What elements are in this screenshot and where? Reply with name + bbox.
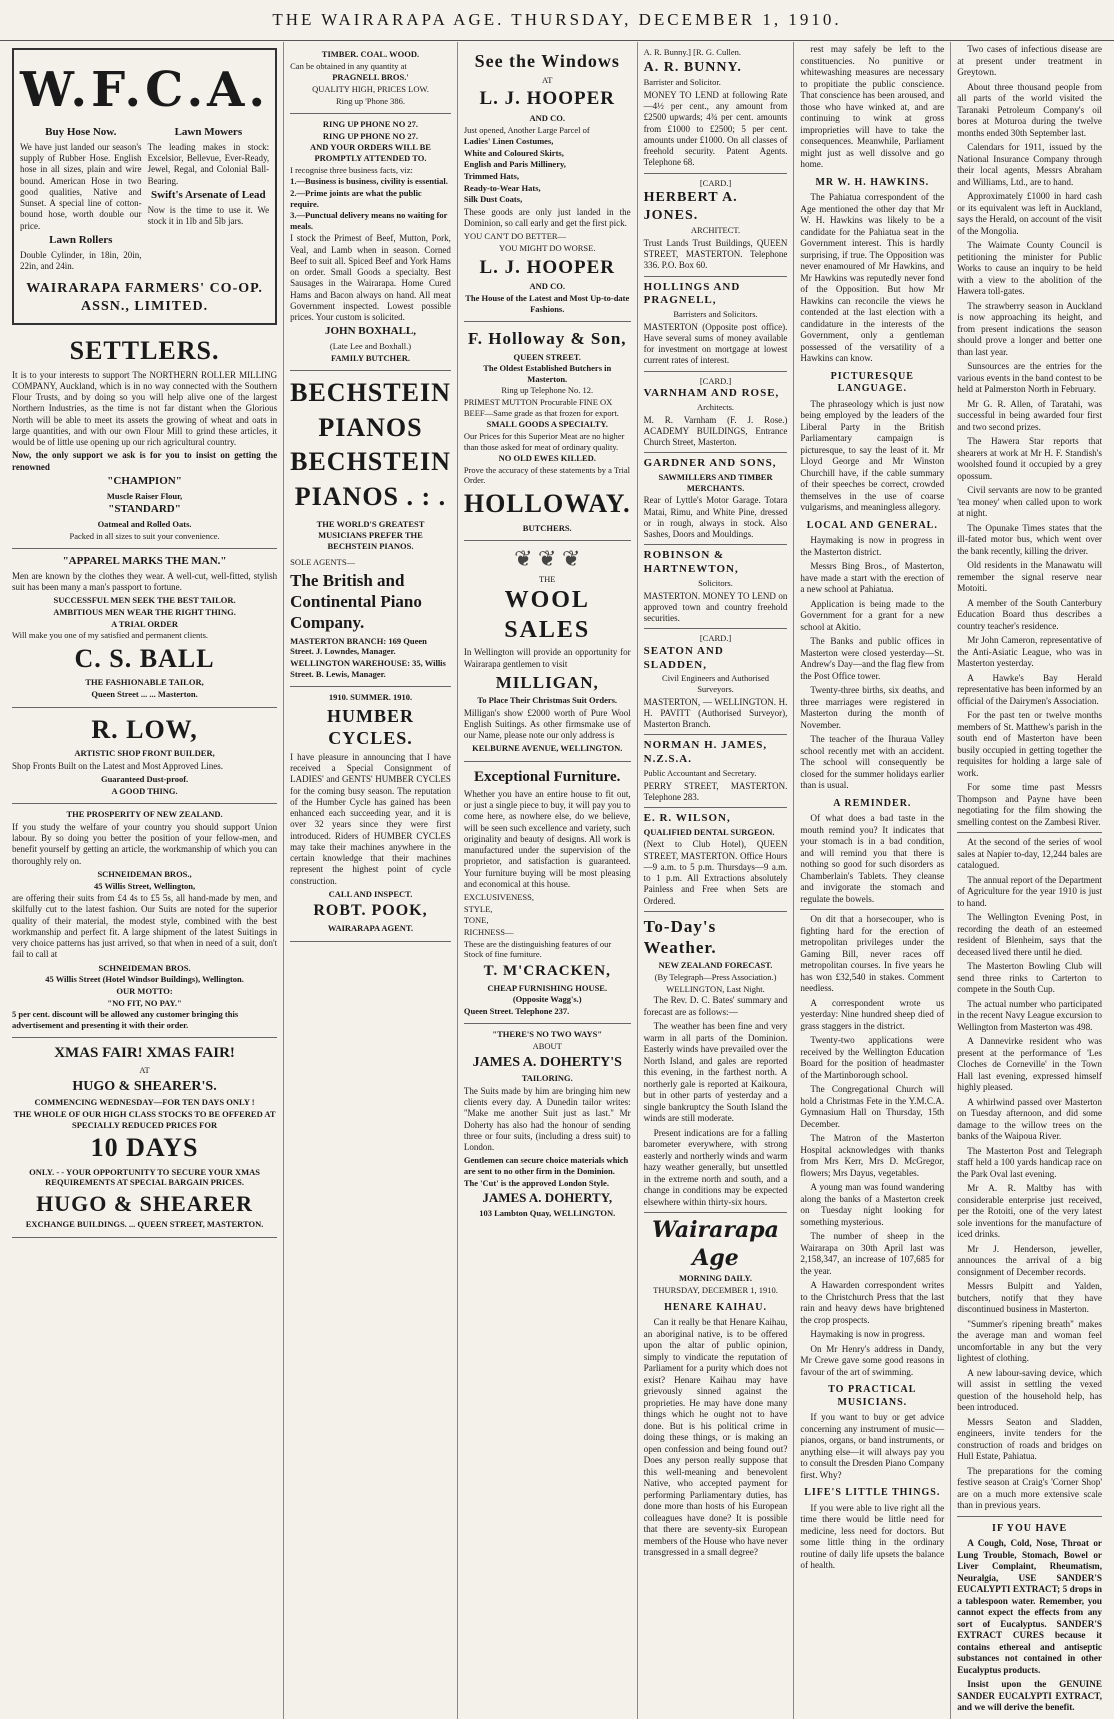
card-varnham-text: M. R. Varnham (F. J. Rose.) ACADEMY BUILDINGS, Entrance Church Street, Masterton. <box>643 414 788 448</box>
weather-sub: NEW ZEALAND FORECAST. <box>658 960 773 971</box>
bechstein-line2: PIANOS <box>318 412 423 442</box>
cold-footer: Insist upon the GENUINE SANDER EUCALYPTI EXTRACT, and we will derive the benefit. <box>957 1679 1102 1712</box>
ball-address: Queen Street ... ... Masterton. <box>91 689 198 699</box>
mowers-text: The leading makes in stock: Excelsior, Bellevue, Ever-Ready, Jewel, Regal, and Colonial Ball-Bearing. <box>147 141 270 186</box>
hose-title: Buy Hose Now. <box>45 126 117 138</box>
card-jones-title: [CARD.] <box>699 177 732 188</box>
card-robinson-role: Solicitors. <box>698 577 733 588</box>
boxhall-name: JOHN BOXHALL, <box>324 325 417 338</box>
divider <box>644 371 788 372</box>
holloway-primest: PRIMEST MUTTON Procurable FINE OX BEEF—Same grade as that frozen for export. <box>463 397 619 418</box>
apparel-text: Men are known by the clothes they wear. A well-cut, well-fitted, stylish suit has been many a man's passport to fortune. <box>12 570 278 593</box>
column-1 <box>6 42 284 1719</box>
card-bunny-role: Barrister and Solicitor. <box>643 77 721 88</box>
news-item: The preparations for the coming festive season at Craig's 'Corner Shop' are on a much more extensive scale than in previous years. <box>957 1465 1102 1510</box>
mccracken-addr: Queen Street. Telephone 237. <box>463 1005 570 1016</box>
mccracken-role: CHEAP FURNISHING HOUSE. <box>487 982 608 993</box>
schneideman-addr-2: 45 Willis Street (Hotel Windsor Buildings), Wellington. <box>45 974 244 985</box>
settlers-text: It is to your interests to support The NORTHERN ROLLER MILLING COMPANY, Auckland, which is in no way connected with the Southern Flour Trusts, and by doing so you will help alive one of the largest Northern Industries, as the time is not far distant when the Glorious North will be able to meet its assets the growing of wheat and oats in large quantities, and with our own Flour Mill to grind these articles, it would be of little use opening up our rich agricultural country. <box>12 369 278 447</box>
news-item: Twenty-two applications were received by the Wellington Education Board for the position of headmaster of the Martinborough school. <box>800 1035 945 1080</box>
holloway-prices: Our Prices for this Superior Meat are no higher than those asked for meat of ordinary quality. <box>463 430 625 452</box>
wfca-logo: W.F.C.A. <box>20 62 270 118</box>
card-hollings-role: Barristers and Solicitors. <box>673 309 758 319</box>
card-hollings <box>644 281 788 367</box>
rollers-text: Double Cylinder, in 18in, 20in, 22in, and 24in. <box>20 249 142 271</box>
wfca-footer: WAIRARAPA FARMERS' CO-OP. ASSN., LIMITED. <box>26 281 263 314</box>
pook-name: ROBT. POOK, <box>313 902 428 920</box>
card-robinson-name: ROBINSON & HARTNEWTON, <box>643 549 739 576</box>
bechstein-line1: BECHSTEIN <box>290 378 451 408</box>
pragnell-name: PRAGNELL BROS.' <box>332 72 409 83</box>
low-line2: A GOOD THING. <box>111 785 178 796</box>
bechstein-warehouse: WELLINGTON WAREHOUSE: 35, Willis Street. B. Lewis, Manager. <box>290 657 446 679</box>
wool-the: THE <box>538 573 556 584</box>
news-item: The Wellington Evening Post, in recording the death of an esteemed resident of Blenheim, says that the deceased lived there until he died. <box>957 912 1102 957</box>
hooper-co: AND CO. <box>529 112 565 123</box>
column-3 <box>458 42 638 1719</box>
hooper-intro: Just opened, Another Large Parcel of <box>463 124 590 135</box>
xmas-ad <box>12 1038 277 1238</box>
hooper-item-1: White and Coloured Skirts, <box>463 147 564 158</box>
apparel-ad <box>12 549 277 708</box>
card-bunny-title: A. R. Bunny.] [R. G. Cullen. <box>643 47 742 57</box>
weather-via: (By Telegraph—Press Association.) <box>654 972 777 982</box>
newspaper-columns <box>6 42 1108 1712</box>
musicians-title: TO PRACTICAL MUSICIANS. <box>828 1384 917 1408</box>
ring-2: RING UP PHONE NO 27. <box>322 130 419 141</box>
card-seaton <box>644 633 788 730</box>
schneideman-name: SCHNEIDEMAN BROS., <box>97 868 192 879</box>
boxhall-sub: (Late Lee and Boxhall.) <box>329 341 412 352</box>
divider <box>644 628 788 629</box>
divider <box>644 452 788 453</box>
mowers-title: Lawn Mowers <box>174 126 243 138</box>
xmas-title: XMAS FAIR! XMAS FAIR! <box>54 1045 235 1062</box>
furniture-text: Whether you have an entire house to fit out, or just a single piece to buy, it will pay you to come here, as nowhere else, do we believe, will be seen such excellence and variety, such originality and beauty of designs. All work is manufactured under the supervision of the proprietor, and satisfaction is guaranteed. Your furniture buying will be most pleasing and economical at this house. <box>463 788 631 889</box>
fact-2: 2.—Prime joints are what the public require. <box>290 187 422 209</box>
age-title: Wairarapa Age <box>652 1217 779 1271</box>
cold-title: IF YOU HAVE <box>992 1522 1068 1534</box>
card-james-text: PERRY STREET, MASTERTON. Telephone 283. <box>643 780 788 802</box>
news-item: Calendars for 1911, issued by the National Insurance Company through their local agents, Messrs Abraham and Williams, Ltd., are to hand. <box>957 142 1102 187</box>
card-gardner-text: Rear of Lyttle's Motor Garage. Totara Matai, Rimu, and White Pine, dressed or in rough, always in stock. Also Sashes, Doors and Mouldings. <box>643 495 788 540</box>
brand-champion: "CHAMPION" <box>107 474 182 487</box>
language-title: PICTURESQUE LANGUAGE. <box>830 370 914 394</box>
wfca-ad <box>12 48 277 325</box>
reminder-text: Of what does a bad taste in the mouth remind you? It indicates that your stomach is in a bad condition, and will remind you that there is nothing so good for such disorders as Chamberlain's Tablets. They cleanse and invigorate the stomach and regulate the bowels. <box>800 813 945 904</box>
card-gardner <box>644 457 788 540</box>
wool-text: In Wellington will provide an opportunity for Wairarapa gentlemen to visit <box>463 647 631 669</box>
column-4 <box>638 42 795 1719</box>
milligan-addr: KELBURNE AVENUE, WELLINGTON. <box>472 743 623 754</box>
news-item: Mr G. R. Allen, of Taratahi, was successful in being awarded four first and two second prizes. <box>957 398 1102 432</box>
doherty-name: JAMES A. DOHERTY'S <box>472 1054 622 1070</box>
apparel-line1: SUCCESSFUL MEN SEEK THE BEST TAILOR. <box>53 595 236 606</box>
news-item: About three thousand people from all parts of the world visited the Taranaki Petroleum Company's oil bores at Moturoa during the twelve months ended 30th September last. <box>957 81 1102 138</box>
weather-text-2: The weather has been fine and very warm in all parts of the Dominion. Easterly winds have prevailed over the North Island, and gales are reported this evening, in the farthest north. A northerly gale is reported at Kaikoura, but in other parts of yesterday and a single bankruptcy the South Island the winds are still moderate. <box>643 1021 788 1124</box>
milligan-sub: To Place Their Christmas Suit Orders. <box>477 695 618 705</box>
cycles-title: HUMBER CYCLES. <box>326 705 414 749</box>
hooper-item-5: Silk Dust Coats, <box>463 194 523 205</box>
card-gardner-role: SAWMILLERS AND TIMBER MERCHANTS. <box>658 472 773 493</box>
card-jones-role: ARCHITECT. <box>690 225 741 236</box>
xmas-text2: ONLY. - - YOUR OPPORTUNITY TO SECURE YOUR XMAS REQUIREMENTS AT SPECIAL BARGAIN PRICES. <box>29 1166 260 1188</box>
hooper-name: L. J. HOOPER <box>479 88 615 110</box>
ring-1: RING UP PHONE NO 27. <box>322 119 419 130</box>
col7-lead: Two cases of infectious disease are at present under treatment in Greytown. <box>957 44 1102 77</box>
card-jones-name: HERBERT A. JONES. <box>643 190 738 223</box>
prosperity-ad <box>12 804 277 1038</box>
tailoring-title: "THERE'S NO TWO WAYS" <box>492 1029 603 1040</box>
kaihau-title: HENARE KAIHAU. <box>664 1301 767 1313</box>
divider <box>644 1212 788 1213</box>
news-item: Old residents in the Manawatu will remember the signal reserve near Motoiti. <box>957 560 1102 593</box>
news-item: The actual number who participated in the recent Navy League excursion to Wellington from Masterton was 498. <box>957 998 1102 1032</box>
local-item: The teacher of the Ihuraua Valley school recently met with an accident. The school will consequently be closed for the summer holidays earlier than is usual. <box>800 734 945 790</box>
holloway-banner: HOLLOWAY. <box>463 489 631 518</box>
divider <box>644 807 788 808</box>
hawkins-title: MR W. H. HAWKINS. <box>815 176 930 188</box>
card-wilson-text: (Next to Club Hotel), QUEEN STREET, MASTERTON. Office Hours—9 a.m. to 5 p.m. Thursdays—9 a.m. to 1 p.m. All Extractions absolutely Painless and Free when Sets are Ordered. <box>643 839 788 906</box>
furniture-caps-3: RICHNESS— <box>463 926 514 937</box>
bechstein-sole: SOLE AGENTS— <box>290 557 356 568</box>
furniture-tail: These are the distinguishing features of our Stock of fine furniture. <box>463 938 612 960</box>
bechstein-ad <box>290 371 451 687</box>
furniture-caps-0: EXCLUSIVENESS, <box>463 892 534 902</box>
wfca-hose <box>20 124 142 274</box>
news-item: Sunsources are the entries for the various events in the band contest to be held at Palmerston North in February. <box>957 361 1102 394</box>
motto: "NO FIT, NO PAY." <box>107 997 182 1008</box>
settlers-note: Now, the only support we ask is for you to insist on getting the renowned <box>12 450 278 472</box>
tailoring-cut: The 'Cut' is the approved London Style. <box>463 1177 609 1188</box>
xmas-days: 10 DAYS <box>90 1133 199 1163</box>
masthead: THE WAIRARAPA AGE. THURSDAY, DECEMBER 1, 1910. <box>0 0 1114 41</box>
bechstein-aside: THE WORLD'S GREATEST MUSICIANS PREFER THE BECHSTEIN PIANOS. <box>316 519 425 551</box>
wool-sales: SALES <box>504 617 591 644</box>
windows-ad <box>464 44 631 322</box>
settlers-title: SETTLERS. <box>69 336 220 365</box>
local-item: The Banks and public offices in Masterton were closed yesterday—St. Andrew's Day—and the flag flew from the Post Office tower. <box>800 636 945 681</box>
apparel-line4: Will make you one of my satisfied and permanent clients. <box>12 630 209 641</box>
local-item: Twenty-three births, six deaths, and three marriages were registered in Masterton during the month of November. <box>800 685 945 730</box>
butcher-stock: I stock the Primest of Beef, Mutton, Pork, Veal, and Lamb when in season. Corned Beef to suit all. Spiced Beef and York Hams on order. Small Goods a specialty. Best Sausages in the Wairarapa. Home Cured Hams and Bacon always on hand. All meat Government inspected. Lowest possible prices. Your custom is solicited. <box>290 233 451 323</box>
bechstein-line3: BECHSTEIN <box>290 447 451 477</box>
arsenate-text: Now is the time to use it. We stock it in 1lb and 5lb jars. <box>147 204 270 226</box>
ball-role: THE FASHIONABLE TAILOR, <box>85 677 204 688</box>
hooper-line1: YOU CAN'T DO BETTER— <box>463 231 567 242</box>
wfca-grid <box>20 124 269 274</box>
divider <box>644 544 788 545</box>
divider <box>957 1516 1102 1517</box>
boxhall-role: FAMILY BUTCHER. <box>330 352 410 363</box>
age-nameplate <box>644 1217 788 1295</box>
news-item: A new labour-saving device, which will assist in settling the vexed question of the household help, has been introduced. <box>957 1367 1102 1412</box>
fact-3: 3.—Punctual delivery means no waiting for meals. <box>290 210 448 231</box>
ring-3: AND YOUR ORDERS WILL BE PROMPTLY ATTENDED TO. <box>310 142 431 163</box>
news-item: On Mr Henry's address in Dandy, Mr Crewe gave some good reasons in favour of the art of swimming. <box>800 1343 945 1377</box>
sheep-icon: ❦ ❦ ❦ <box>514 546 581 572</box>
weather-section <box>644 916 788 1208</box>
apparel-title: "APPAREL MARKS THE MAN." <box>62 555 227 568</box>
low-name: R. LOW, <box>91 714 198 744</box>
windows-title: See the Windows <box>474 51 620 71</box>
holloway-street: QUEEN STREET. <box>513 351 581 362</box>
news-item: The strawberry season in Auckland is now approaching its height, and from present indications the season should prove a longer and better one than last year. <box>957 300 1102 357</box>
hooper-name-2: L. J. HOOPER <box>479 256 615 278</box>
news-item: "Summer's ripening breath" makes the average man and woman feel uncomfortable in any but the very lightest of clothing. <box>957 1318 1102 1363</box>
weather-title: To-Day's Weather. <box>643 916 717 958</box>
prosperity-footer: 5 per cent. discount will be allowed any customer bringing this advertisement and presenting it with their order. <box>12 1009 239 1030</box>
card-robinson <box>644 549 788 624</box>
card-seaton-title: [CARD.] <box>699 633 732 644</box>
weather-text-1: The Rev. D. C. Bates' summary and forecast are as follows:— <box>643 995 788 1017</box>
cycles-ad <box>290 687 451 942</box>
hose-text: We have just landed our season's supply of Rubber Hose. English hose in all sizes, plain and wire bound. American Hose in two good qualities, Native and Sunset. A special line of cotton-bound hose, worth double our price. <box>20 141 142 231</box>
prosperity-text: If you study the welfare of your country you should support Union labour. By so doing you better the position of your fellow-men, and benefit yourself by getting an article, the workmanship of which you can thoroughly rely on. <box>12 821 278 866</box>
news-item: The annual report of the Department of Agriculture for the year 1910 is just to hand. <box>957 874 1102 908</box>
low-text: Shop Fronts Built on the Latest and Most Approved Lines. <box>12 760 223 771</box>
card-bunny-text: MONEY TO LEND at following Rate—4½ per cent., any amount from £2500 upwards; 4¾ per cent. amounts from £1000 to £2500; 5 per cent. amounts under £1000. On all classes of freehold security. Patent Agents. Telephone 68. <box>643 89 788 168</box>
holloway-prove: Prove the accuracy of these statements by a Trial Order. <box>463 464 631 486</box>
col8-lead: At the second of the series of wool sales at Napier to-day, 12,244 bales are catalogued. <box>957 837 1102 870</box>
brand-standard-sub: Oatmeal and Rolled Oats. <box>97 518 192 529</box>
hooper-item-0: Ladies' Linen Costumes, <box>463 136 554 147</box>
card-wilson <box>644 812 788 907</box>
card-gardner-name: GARDNER AND SONS, <box>643 457 777 470</box>
weather-text-3: Present indications are for a falling barometer everywhere, with strong easterly and northerly winds and warm hazy weather generally, but unsettled in the extreme north and south, and a change in conditions may be expected elsewhere within thirty-six hours. <box>643 1127 788 1207</box>
column-5 <box>794 42 951 1719</box>
tailoring-text: The Suits made by him are bringing him new clients every day. A Dunedin tailor writes: "Make me another Suit just as last." Mr Doherty has also had the honour of sending three or four suits, (including a dress suit) to London. <box>463 1085 631 1152</box>
tailoring-ad <box>464 1024 631 1226</box>
xmas-commencing: COMMENCING WEDNESDAY—FOR TEN DAYS ONLY ! <box>34 1097 255 1108</box>
musicians-text: If you want to buy or get advice concerning any instrument of music—pianos, organs, or band instruments, or anything else—it will always pay you to consult the Dresden Piano Company first. Why? <box>800 1412 945 1480</box>
prosperity-title: THE PROSPERITY OF NEW ZEALAND. <box>66 809 223 820</box>
furniture-title: Exceptional Furniture. <box>474 769 621 785</box>
holloway-ewes: NO OLD EWES KILLED. <box>498 453 596 464</box>
column-6 <box>951 42 1108 1719</box>
mccracken-opp: (Opposite Wagg's.) <box>512 994 582 1005</box>
low-ad <box>12 708 277 805</box>
timber-tag: QUALITY HIGH, PRICES LOW. <box>312 83 429 94</box>
cycles-call: CALL AND INSPECT. <box>328 888 413 899</box>
motto-label: OUR MOTTO: <box>116 985 173 996</box>
card-seaton-text: MASTERTON, — WELLINGTON. H. H. PAVITT (Authorised Surveyor), Masterton Branch. <box>643 696 788 730</box>
news-item: A correspondent wrote us yesterday: Nine hundred sheep died of grass staggers in the district. <box>800 997 945 1031</box>
local-item: Messrs Bing Bros., of Masterton, have made a start with the erection of a new school at Pahiatua. <box>800 561 945 594</box>
bechstein-firm: The British and Continental Piano Company. <box>290 570 422 633</box>
age-date: THURSDAY, DECEMBER 1, 1910. <box>653 1284 778 1295</box>
news-item: The Matron of the Masterton Hospital acknowledges with thanks from Mrs Kerr, Mrs D. McGregor, flowers; Mrs Dayus, vegetables. <box>800 1133 945 1178</box>
news-item: A member of the South Canterbury Education Board thus describes a country teacher's residence. <box>957 597 1102 631</box>
cycles-year: 1910. SUMMER. 1910. <box>328 692 413 703</box>
ball-name: C. S. BALL <box>74 643 215 673</box>
brand-champion-sub: Muscle Raiser Flour, <box>106 490 183 501</box>
divider <box>644 173 788 174</box>
card-seaton-role: Civil Engineers and Authorised Surveyors. <box>662 673 769 694</box>
weather-dateline: WELLINGTON, Last Night. <box>666 983 765 994</box>
news-item: Mr John Cameron, representative of the Anti-Asiatic League, who was in Masterton yesterday. <box>957 635 1102 668</box>
wool-title: WOOL <box>504 587 590 614</box>
fact-1: 1.—Business is business, civility is essential. <box>290 176 448 187</box>
milligan-name: MILLIGAN, <box>495 672 599 692</box>
column-2 <box>284 42 458 1719</box>
news-item: Civil servants are now to be granted 'tea money' when called upon to work at night. <box>957 485 1102 518</box>
card-hollings-text: MASTERTON (Opposite post office). Have several sums of money available for investment on mortgage at lowest current rates of interest. <box>643 321 788 366</box>
settlers-footer: Packed in all sizes to suit your convenience. <box>69 530 220 541</box>
pook-role: WAIRARAPA AGENT. <box>327 923 414 934</box>
xmas-firm: HUGO & SHEARER'S. <box>72 1078 217 1094</box>
doherty-name-2: JAMES A. DOHERTY, <box>482 1190 613 1206</box>
card-jones-text: Trust Lands Trust Buildings, QUEEN STREET, MASTERTON. Telephone 336. P.O. Box 60. <box>643 237 788 271</box>
holloway-name: F. Holloway & Son, <box>467 329 627 349</box>
news-item: Messrs Bulpitt and Yalden, butchers, notify that they have discontinued business in Masterton. <box>957 1281 1102 1314</box>
hawkins-text: The Pahiatua correspondent of the Age mentioned the other day that Mr W. H. Hawkins was likely to be a candidate for the Pahiatua seat in the Government interest. This is hardly surprising, if true. The Opposition was never enamoured of Mr Hawkins, and Mr Hawkins was reputedly never fond of the Opposition. But how Mr Hawkins can reconcile the views he contended at the last election with a candidature in the interests of the Government, only a gentleman possessed of the versatility of a Hawkins can know. <box>800 192 945 363</box>
hooper-text: These goods are only just landed in the Dominion, so call early and get the first pick. <box>463 206 631 229</box>
reminder-title: A REMINDER. <box>833 797 912 809</box>
news-item: For some time past Messrs Thompson and Payne have been negotiating for the film showing the smelling contest on the Zambesi River. <box>957 782 1102 827</box>
card-varnham-role: Architects. <box>696 402 735 412</box>
holloway-text: The Oldest Established Butchers in Masterton. <box>483 363 612 384</box>
news-item: A Dannevirke resident who was present at the performance of 'Les Cloches de Corneville' in the Town Hall last evening, expressed himself highly pleased. <box>957 1036 1102 1092</box>
news-item: Haymaking is now in progress. <box>810 1329 925 1339</box>
furniture-caps-1: STYLE, <box>463 903 493 914</box>
divider <box>957 832 1102 833</box>
arsenate-title: Swift's Arsenate of Lead <box>151 188 266 201</box>
apparel-line2: AMBITIOUS MEN WEAR THE RIGHT THING. <box>53 607 236 617</box>
xmas-footer: EXCHANGE BUILDINGS. ... QUEEN STREET, MASTERTON. <box>25 1219 264 1230</box>
news-item: A young man was found wandering along the banks of a Masterton creek on Tuesday night looking for something mysterious. <box>800 1182 945 1227</box>
card-seaton-name: SEATON AND SLADDEN, <box>643 644 724 671</box>
kaihau-text: Can it really be that Henare Kaihau, an aboriginal native, is to be offered upon the altar of public opinion, simply to vindicate the reputation of Parliament for a purity which does not exist? Henare Kaihau may have grievously sinned against the proprieties. He may have done many things which he ought not to have done. But is his political crime in doing these things, or is making an open confession and being found out? Does any person really suppose that this well-meaning and benevolent Native, who accepted payment for performing Parliamentary duties, has done more than hosts of his European colleagues have done? It is possible that there are seventy-six European members of the House who have never transgressed in a small degree? <box>643 1317 788 1557</box>
wool-ad <box>464 541 631 762</box>
card-bunny-name: A. R. BUNNY. <box>643 59 742 75</box>
furniture-caps-2: TONE, <box>463 915 489 926</box>
holloway-banner-sub: BUTCHERS. <box>522 522 572 533</box>
bechstein-branch: MASTERTON BRANCH: 169 Queen Street. J. Lowndes, Manager. <box>290 635 427 657</box>
hooper-co-2: AND CO. <box>529 281 565 292</box>
card-james-name: NORMAN H. JAMES, N.Z.S.A. <box>643 739 768 766</box>
card-james <box>644 739 788 803</box>
news-item: The Masterton Post and Telegraph staff held a 100 yards handicap race on the Park Oval last evening. <box>957 1145 1102 1179</box>
low-line1: Guaranteed Dust-proof. <box>100 774 189 784</box>
apparel-line3: A TRIAL ORDER <box>111 618 179 629</box>
card-varnham-name: VARNHAM AND ROSE, <box>643 387 780 400</box>
local-item: Application is being made to the Government for a grant for a new school at Akitio. <box>800 598 945 632</box>
news-item: The Opunake Times states that the ill-fated motor bus, which went over the bank recently, killing the driver. <box>957 522 1102 556</box>
timber-ad <box>290 44 451 114</box>
xmas-text: THE WHOLE OF OUR HIGH CLASS STOCKS TO BE OFFERED AT SPECIALLY REDUCED PRICES FOR <box>13 1108 276 1130</box>
news-item: The Hawera Star reports that shearers at work at Mr H. F. Standish's woolshed found it occupied by a grey opossum. <box>957 436 1102 481</box>
card-james-role: Public Accountant and Secretary. <box>643 767 757 778</box>
news-item: Messrs Seaton and Sladden, engineers, invite tenders for the construction of roads and bridges on Hull Estate, Pahiatua. <box>957 1416 1102 1461</box>
news-item: A whirlwind passed over Masterton on Tuesday afternoon, and did some damage to the willow trees on the banks of the Waipoua River. <box>957 1096 1102 1141</box>
card-wilson-name: E. R. WILSON, <box>643 812 731 824</box>
mccracken-name: T. M'CRACKEN, <box>483 962 611 979</box>
age-sub: MORNING DAILY. <box>678 1273 753 1284</box>
schneideman-name-2: SCHNEIDEMAN BROS. <box>98 962 191 973</box>
xmas-at: AT <box>139 1065 150 1076</box>
holloway-ad <box>464 322 631 541</box>
cycles-text: I have pleasure in announcing that I have received a Special Consignment of LADIES' and GENTS' HUMBER CYCLES for the coming busy season. The reputation of the Humber Cycle has gained has been enhanced each succeeding year, and it is over 32 years since they were first introduced. Riders of HUMBER CYCLES may take their machines anywhere in the certain knowledge that their machines represent the highest point of cycle construction. <box>290 751 451 886</box>
card-varnham <box>644 376 788 449</box>
doherty-role: TAILORING. <box>521 1073 573 1084</box>
holloway-small: SMALL GOODS A SPECIALTY. <box>486 419 608 430</box>
col5-lead: rest may safely be left to the constituencies. No punitive or whitewashing measures are necessary to propitiate the public conscience. That conscience has been aroused, and those who have winked at, and are continuing to wink at gross improprieties will have to take the consequences. Meanwhile, Parliament might just as well dissolve and go home. <box>800 44 945 169</box>
holloway-phone: Ring up Telephone No. 12. <box>501 385 594 396</box>
brand-standard: "STANDARD" <box>108 503 181 516</box>
xmas-banner: HUGO & SHEARER <box>36 1190 254 1216</box>
news-item: The Congregational Church will hold a Christmas Fete in the Y.M.C.A. Gymnasium Hall on Thursday, 15th December. <box>800 1084 945 1129</box>
news-item: The Masterton Bowling Club will send three rinks to Carterton to compete in the South Cup. <box>957 961 1102 994</box>
col6-lead: On dit that a horsecouper, who is fighting hard for the erection of metropolitan privileges under the Gaming Bill, never races off metropolitan courses. In five years he has won £32,540 in stakes. Comment needless. <box>800 914 945 993</box>
divider <box>644 734 788 735</box>
doherty-addr: 103 Lambton Quay, WELLINGTON. <box>479 1208 616 1219</box>
card-jones <box>644 178 788 272</box>
news-item: Mr A. R. Maltby has with considerable enterprise just received, per the Rotoiti, one of the very latest sole inventions for the manufacture of iced drinks. <box>957 1183 1102 1239</box>
language-text: The phraseology which is just now being employed by the leaders of the Liberal Party in the British Parliamentary campaign is picturesque, to say the least of it. Mr Lloyd George and Mr Winston Churchill have, if the cable summary of their speeches be correct, crowded themselves in the use of coarse vulgarisms, and meaningless allegory. <box>800 398 945 512</box>
timber-title: TIMBER. COAL. WOOD. <box>321 49 420 59</box>
windows-at: AT <box>542 74 553 85</box>
cold-text: A Cough, Cold, Nose, Throat or Lung Trouble, Stomach, Bowel or Liver Complaint, Rheumatism, Neuralgia, USE SANDER'S EUCALYPTI EXTRACT; 5 drops in a tablespoon water. Remember, you cannot expect the effects from any sort of Eucalyptus. SANDER'S EXTRACT CURES because it contains ethereal and antiseptic substances not contained in other Eucalyptus products. <box>957 1538 1102 1675</box>
rollers-title: Lawn Rollers <box>49 233 113 246</box>
little-title: LIFE'S LITTLE THINGS. <box>804 1487 941 1498</box>
settlers-ad <box>12 329 277 549</box>
card-varnham-title: [CARD.] <box>699 375 732 386</box>
tailoring-gent: Gentlemen can secure choice materials which are sent to no other firm in the Dominion. <box>463 1155 629 1176</box>
butcher-ad <box>290 114 451 371</box>
professional-cards <box>644 47 788 907</box>
local-item: Haymaking is now in progress in the Masterton district. <box>800 535 945 557</box>
hooper-item-3: Trimmed Hats, <box>463 171 519 181</box>
divider <box>644 911 788 912</box>
hooper-item-2: English and Paris Millinery, <box>463 159 566 170</box>
milligan-body: Milligan's show £2000 worth of Pure Wool English Suitings. As other firmsmake use of our Name, please note our only address is <box>463 707 631 741</box>
news-item: The number of sheep in the Wairarapa on 30th April last was 2,158,347, an increase of 107,685 for the year. <box>800 1231 945 1276</box>
divider <box>644 276 788 277</box>
news-item: A Hawarden correspondent writes to the Christchurch Press that the last rain and heavy dews have brightened the crop prospects. <box>800 1280 945 1325</box>
divider <box>800 909 944 910</box>
little-text: If you were able to live right all the time there would be little need for medicine, less need for doctors. But some little thing in the ordinary routine of daily life upsets the balance of health. <box>800 1502 945 1570</box>
wfca-mowers <box>148 124 270 274</box>
schneideman-addr: 45 Willis Street, Wellington, <box>93 880 196 891</box>
card-wilson-role: QUALIFIED DENTAL SURGEON. <box>643 826 775 837</box>
news-item: Mr J. Henderson, jeweller, announces the arrival of a big consignment of December records. <box>957 1243 1102 1277</box>
recognise: I recognise three business facts, viz: <box>290 164 413 175</box>
news-item: The Waimate County Council is petitioning the minister for Public Works to cause an inquiry to be held with a view to the abolition of the Hawera toll-gates. <box>957 240 1102 296</box>
prosperity-body: are offering their suits from £4 4s to £5 5s, all hand-made by men, and skilfully cut to the latest fashion. Our Suits are noted for the superior quality of their material, the modest style, combined with the best workmanship and perfect fit. A large shipment of the latest Suitings in very choice patterns has just arrived, so that when in need of a suit, don't fail to call at <box>12 893 278 960</box>
hooper-line2: YOU MIGHT DO WORSE. <box>498 243 596 253</box>
hooper-tag: The House of the Latest and Most Up-to-date Fashions. <box>465 293 630 314</box>
furniture-ad <box>464 762 631 1024</box>
news-item: For the past ten or twelve months members of St. Matthew's parish in the south end of Masterton have been busily occupied in getting together the requisites for holding a large sale of work. <box>957 710 1102 778</box>
card-robinson-text: MASTERTON. MONEY TO LEND on approved town and country freehold securities. <box>643 590 788 623</box>
card-bunny <box>644 47 788 169</box>
card-hollings-name: HOLLINGS AND PRAGNELL, <box>643 280 741 307</box>
hooper-item-4: Ready-to-Wear Hats, <box>463 182 541 193</box>
news-item: Approximately £1000 in hard cash or its equivalent was left in Auckland, says the Herald, on account of the visit of the Mongolia. <box>957 191 1102 236</box>
timber-text: Can be obtained in any quantity at <box>290 60 407 71</box>
bechstein-line4: PIANOS . : . <box>294 481 447 511</box>
local-title: LOCAL AND GENERAL. <box>806 519 938 531</box>
news-item: A Hawke's Bay Herald representative has been informed by an official of the Dairymen's Association. <box>957 672 1102 706</box>
low-role: ARTISTIC SHOP FRONT BUILDER, <box>74 748 215 759</box>
tailoring-about: ABOUT <box>532 1041 562 1051</box>
timber-phone: Ring up 'Phone 386. <box>335 95 406 106</box>
